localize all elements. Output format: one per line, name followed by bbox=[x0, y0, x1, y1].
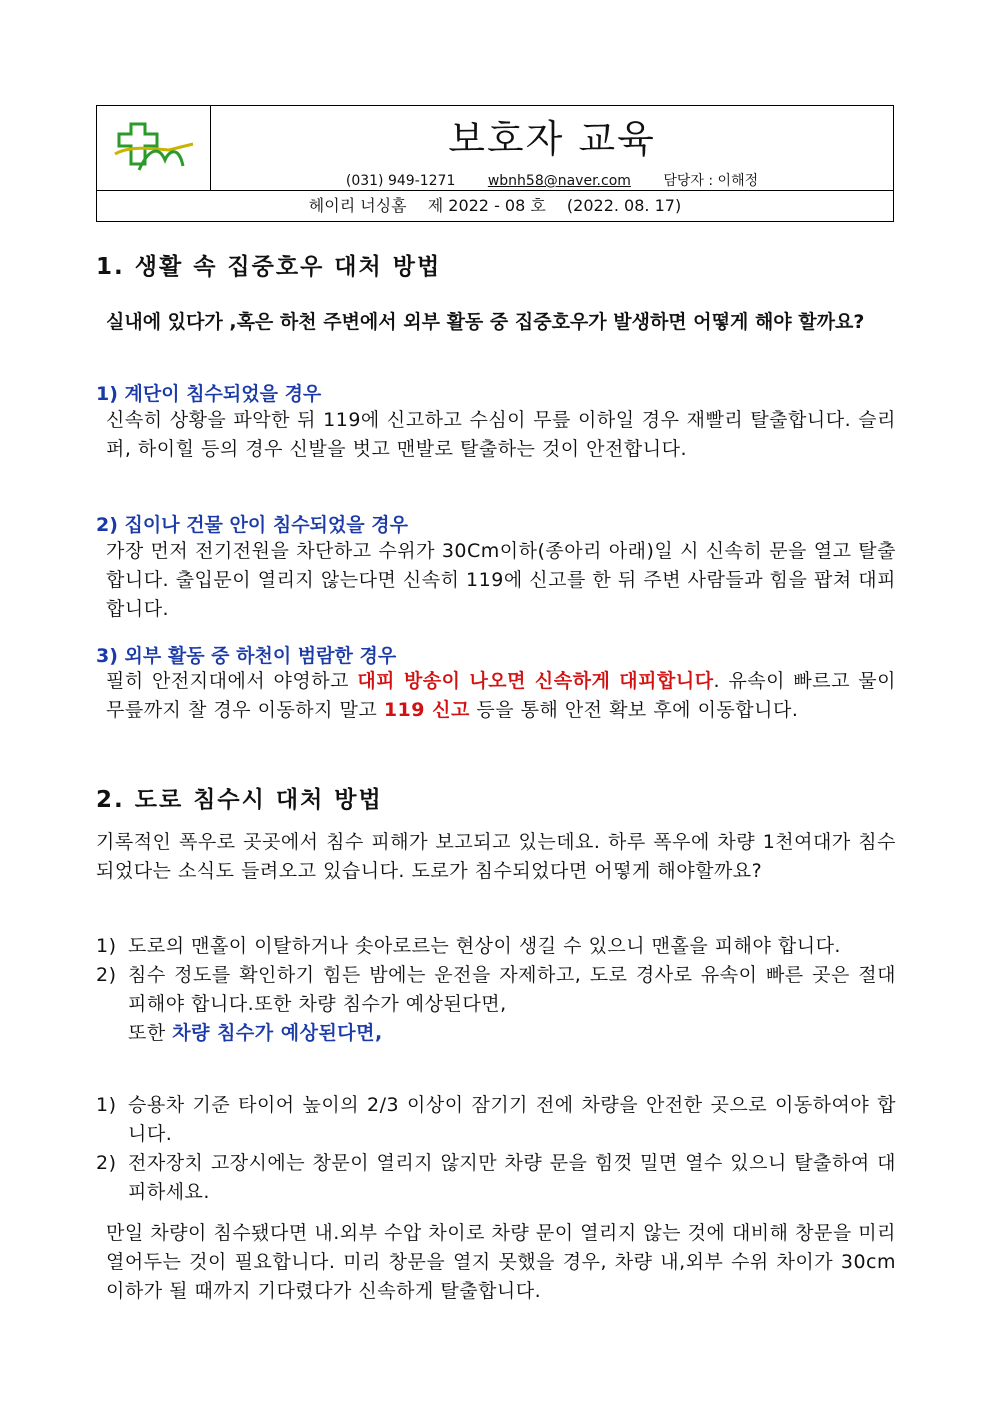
sub-title-3: 3) 외부 활동 중 하천이 범람한 경우 bbox=[96, 645, 397, 667]
sub-title-2: 2) 집이나 건물 안이 침수되었을 경우 bbox=[96, 514, 408, 536]
issue-date: (2022. 08. 17) bbox=[566, 196, 682, 215]
section1-lead: 실내에 있다가 ,혹은 하천 주변에서 외부 활동 중 집중호우가 발생하면 어떻게 해야 할까요? bbox=[106, 311, 865, 333]
list-item: 2) 전자장치 고장시에는 창문이 열리지 않지만 차량 문을 힘껏 밀면 열수 있으니 탈출하여 대피하세요. bbox=[96, 1152, 896, 1203]
logo-cell bbox=[97, 106, 211, 190]
paragraph-3 bbox=[106, 667, 896, 725]
issuer: 헤이리 너싱홈 bbox=[308, 196, 407, 215]
page-title: 보호자 교육 bbox=[448, 117, 656, 161]
header-box bbox=[96, 105, 894, 222]
cross-logo-icon bbox=[109, 120, 197, 176]
email-link[interactable]: wbnh58@naver.com bbox=[487, 173, 631, 189]
road-tips-list bbox=[96, 932, 896, 1048]
list-item: 1) 도로의 맨홀이 이탈하거나 솟아로르는 현상이 생길 수 있으니 맨홀을 피해야 합니다. bbox=[96, 935, 841, 957]
contact-line bbox=[211, 170, 893, 190]
paragraph-2: 가장 먼저 전기전원을 차단하고 수위가 30Cm이하(종아리 아래)일 시 신속히 문을 열고 탈출합니다. 출입문이 열리지 않는다면 신속히 119에 신고를 한 뒤 주변 사람들과 힘을 팝쳐 대피합니다. bbox=[106, 540, 896, 620]
paragraph-3-a: 필히 안전지대에서 야영하고 bbox=[106, 670, 358, 692]
manager-name: 담당자 : 이해정 bbox=[663, 173, 759, 189]
issue-number: 제 2022 - 08 호 bbox=[427, 196, 546, 215]
vehicle-tips-list bbox=[96, 1091, 896, 1207]
paragraph-1: 신속히 상황을 파악한 뒤 119에 신고하고 수심이 무릎 이하일 경우 재빨리 탈출합니다. 슬리퍼, 하이힐 등의 경우 신발을 벗고 맨발로 탈출하는 것이 안전합니다. bbox=[106, 409, 896, 460]
paragraph-3-c: 등을 통해 안전 확보 후에 이동합니다. bbox=[469, 699, 799, 721]
call-119-highlight: 119 신고 bbox=[383, 699, 470, 721]
flood-expected-highlight: 차량 침수가 예상된다면, bbox=[172, 1022, 383, 1044]
closing-paragraph: 만일 차량이 침수됐다면 내.외부 수압 차이로 차량 문이 열리지 않는 것에 대비해 창문을 미리 열어두는 것이 필요합니다. 미리 창문을 열지 못했을 경우, 차량 내,외부 수위 차이가 30cm 이하가 될 때까지 기다렸다가 신속하게 탈출합니다. bbox=[106, 1222, 896, 1302]
paragraph-3-b: . 유속이 빠르고 물이 무릎까지 찰 경우 이동하지 말고 bbox=[106, 670, 896, 721]
section2-title: 2. 도로 침수시 대처 방법 bbox=[96, 787, 383, 813]
phone-number: (031) 949-1271 bbox=[345, 173, 456, 189]
list-item: 2) 침수 정도를 확인하기 힘든 밤에는 운전을 자제하고, 도로 경사로 유속이 빠른 곳은 절대 피해야 합니다.또한 차량 침수가 예상된다면, bbox=[96, 964, 896, 1015]
issue-row bbox=[97, 190, 893, 222]
list-item-tail: 또한 차량 침수가 예상된다면, bbox=[128, 1022, 383, 1044]
section1-title: 1. 생활 속 집중호우 대처 방법 bbox=[96, 254, 442, 280]
list-item: 1) 승용차 기준 타이어 높이의 2/3 이상이 잠기기 전에 차량을 안전한 곳으로 이동하여야 합니다. bbox=[96, 1094, 896, 1145]
section2-intro: 기록적인 폭우로 곳곳에서 침수 피해가 보고되고 있는데요. 하루 폭우에 차량 1천여대가 침수되었다는 소식도 들려오고 있습니다. 도로가 침수되었다면 어떻게 해야할까요? bbox=[96, 831, 896, 882]
title-cell bbox=[211, 106, 893, 190]
evacuate-highlight: 대피 방송이 나오면 신속하게 대피합니다 bbox=[357, 670, 714, 692]
sub-title-1: 1) 계단이 침수되었을 경우 bbox=[96, 383, 322, 405]
